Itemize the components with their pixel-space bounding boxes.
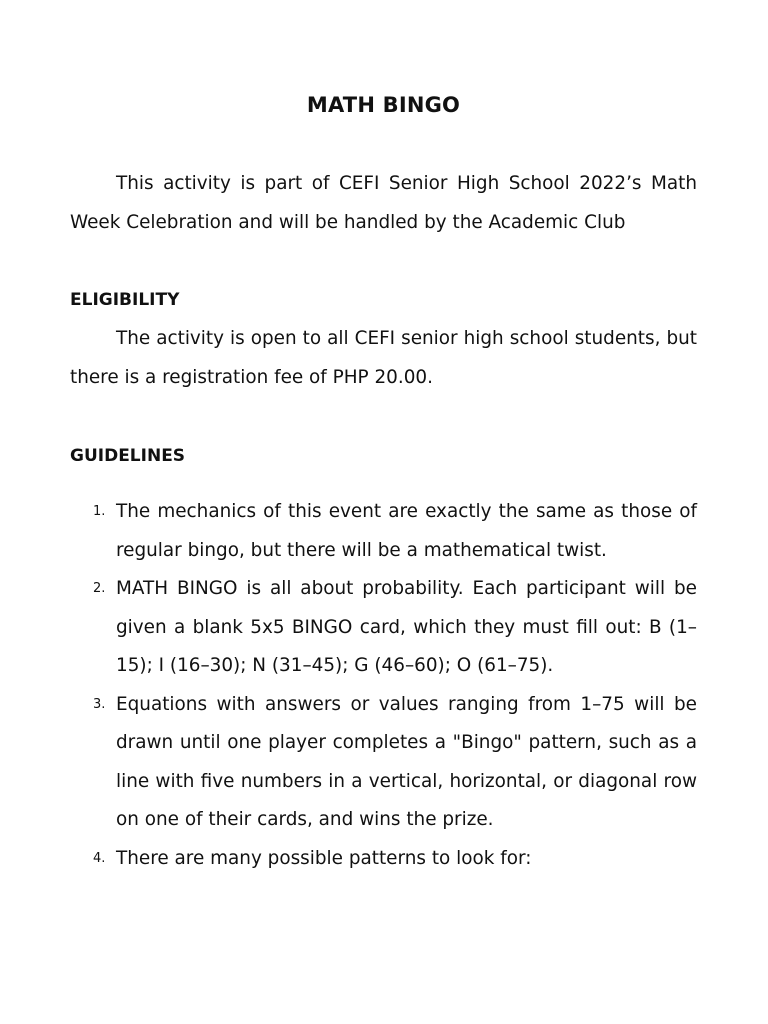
guideline-number: 4. bbox=[93, 850, 106, 866]
guideline-item-3 bbox=[70, 686, 697, 840]
guideline-item-4 bbox=[70, 840, 697, 879]
guideline-number: 1. bbox=[93, 504, 106, 519]
guideline-text: The mechanics of this event are exactly the same as those of regular bingo, but there will be a mathematical twist. bbox=[116, 501, 697, 561]
guideline-text: Equations with answers or values ranging from 1–75 will be drawn until one player completes a "Bingo" pattern, such as a line with five numbers in a vertical, horizontal, or diagonal row on one of their cards, and wins the prize. bbox=[116, 693, 697, 830]
intro-paragraph: This activity is part of CEFI Senior High School 2022’s Math Week Celebration and will be handled by the Academic Club bbox=[70, 173, 697, 233]
guidelines-list bbox=[70, 493, 697, 878]
guideline-text: There are many possible patterns to look for: bbox=[116, 847, 532, 869]
guideline-item-1 bbox=[70, 493, 697, 570]
guideline-number: 2. bbox=[93, 581, 106, 596]
document-title: MATH BINGO bbox=[306, 93, 461, 117]
guideline-item-2 bbox=[70, 570, 697, 686]
guideline-number: 3. bbox=[93, 696, 106, 712]
guideline-text: MATH BINGO is all about probability. Each participant will be given a blank 5x5 BINGO card, which they must fill out: B (1–15); I (16–30); N (31–45); G (46–60); O (61–75). bbox=[116, 578, 697, 676]
eligibility-paragraph: The activity is open to all CEFI senior high school students, but there is a registration fee of PHP 20.00. bbox=[70, 328, 697, 388]
guidelines-heading: GUIDELINES bbox=[70, 446, 186, 466]
eligibility-heading: ELIGIBILITY bbox=[70, 290, 180, 310]
